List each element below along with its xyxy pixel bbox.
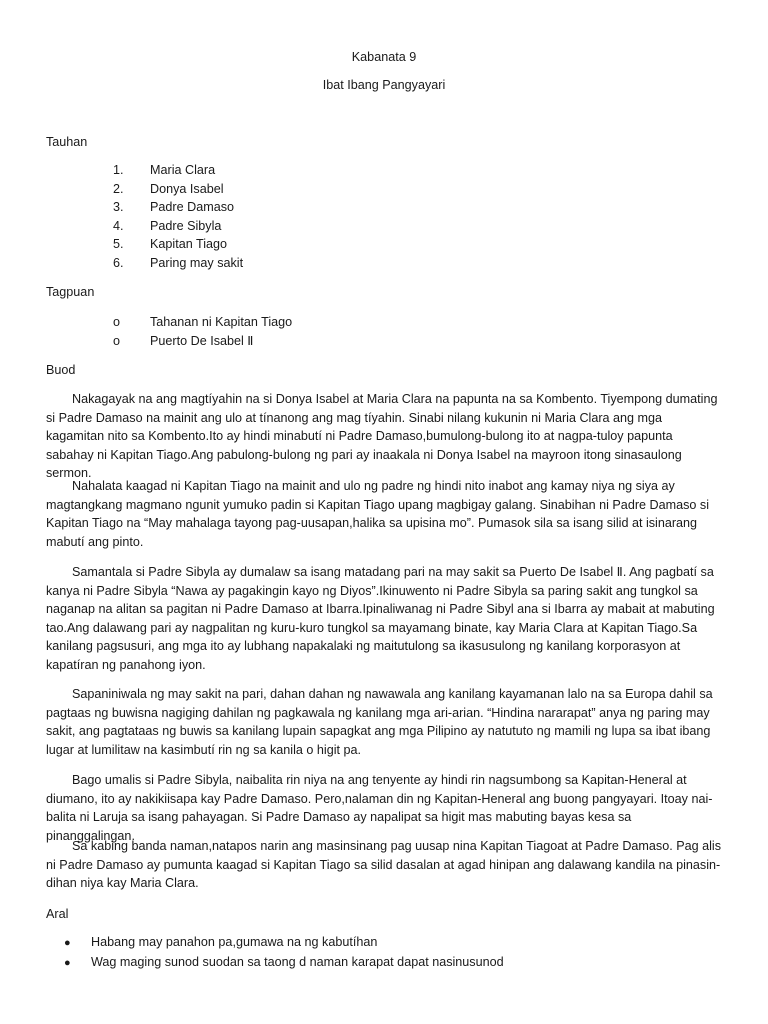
- buod-paragraph: Bago umalis si Padre Sibyla, naibalita rin niya na ang tenyente ay hindi rin nagsumbong sa Kapitan-Heneral at diumano, ito ay nakikiisapa kay Padre Damaso. Pero,nalaman din ng Kapitan-Heneral ang buong pangyayari. Itoay nai-balita ni Laruja sa isang pahayagan. Si Padre Damaso ay napalipat sa higit mas mabuting bayas kesa sa pinanggalingan.: [46, 773, 713, 843]
- list-text: Donya Isabel: [150, 181, 224, 196]
- tagpuan-list-item: [113, 314, 292, 330]
- list-text: Padre Sibyla: [150, 218, 222, 233]
- aral-list-item: [64, 934, 377, 951]
- list-text: Wag maging sunod suodan sa taong d naman karapat dapat nasinusunod: [91, 955, 504, 969]
- list-number: 4.: [113, 218, 124, 233]
- tauhan-list-item: [113, 199, 234, 215]
- buod-paragraph: Samantala si Padre Sibyla ay dumalaw sa isang matadang pari na may sakit sa Puerto De Isabel Ⅱ. Ang pagbatí sa kanya ni Padre Sibyla “Nawa ay pagakingin kayo ng Diyos”.Ikinuwento ni Padre Sibyla sa paring sakit ang tungkol sa naganap na alitan sa pagitan ni Padre Damaso at Ibarra.Ipinaliwanag ni Padre Sibyl ana si Ibarra ay mabait at mabuting tao.Ang dalawang pari ay nagpalitan ng kuru-kuro tungkol sa mayamang binate, kay Maria Clara at Kapitan Tiago.Sa kanilang pagsusuri, ang mga ito ay lubhang napakalaki ng maitutulong sa ikasusulong ng kanilang korporasyon at kapatíran ng panahong iyon.: [46, 565, 715, 672]
- buod-paragraph: Sa kabing banda naman,natapos narin ang masinsinang pag uusap nina Kapitan Tiagoat at Padre Damaso. Pag alis ni Padre Damaso ay pumunta kaagad si Kapitan Tiago sa silid dasalan at agad hinipan ang dalawang kandila na pinasin-dihan niya kay Maria Clara.: [46, 839, 722, 891]
- list-number: 1.: [113, 163, 124, 177]
- tagpuan-heading: Tagpuan: [46, 285, 95, 299]
- list-text: Tahanan ni Kapitan Tiago: [150, 315, 293, 329]
- tagpuan-list-item: [113, 333, 254, 349]
- list-text: Puerto De Isabel Ⅱ: [150, 333, 254, 348]
- chapter-title: Ibat Ibang Pangyayari: [322, 78, 446, 92]
- list-text: Paring may sakit: [150, 256, 244, 270]
- list-number: 5.: [113, 237, 124, 252]
- buod-paragraph: Nakagayak na ang magtíyahin na si Donya Isabel at Maria Clara na papunta na sa Kombento. Tiyempong dumating si Padre Damaso na mainit ang ulo at tínanong ang mag tíyahin. Sinabi nilang kukunin ni Maria Clara ang mga kagamitan nito sa Kombento.Ito ay hindi minabutí ni Padre Damaso,bumulong-bulong ito at nagpa-tuloy papunta sabahay ni Kapitan Tiago.Ang pabulong-bulong ng pari ay inaakala ni Donya Isabel na mayroon itong sinasaulong sermon.: [46, 392, 718, 481]
- aral-list-item: [64, 954, 504, 971]
- list-number: 6.: [113, 256, 124, 270]
- circle-bullet-icon: o: [113, 333, 121, 348]
- tauhan-list-item: [113, 218, 221, 234]
- list-text: Maria Clara: [150, 163, 216, 177]
- bullet-icon: ●: [64, 957, 71, 969]
- tauhan-list-item: [113, 255, 243, 271]
- circle-bullet-icon: o: [113, 315, 121, 329]
- buod-paragraph: Sapaniniwala ng may sakit na pari, dahan dahan ng nawawala ang kanilang kayamanan lalo na sa Europa dahil sa pagtaas ng buwisna nagiging dahilan ng pagkawala ng kanilang mga ari-arian. “Hindina nararapat” anya ng paring may sakit, ang pagtataas ng buwis sa kanilang lupain sapagkat ang mga Pilipino ay natututo ng mamili ng lupa sa ibat ibang lugar at lumilitaw na kasimbutí rin ng sa kanila o higit pa.: [46, 687, 713, 757]
- tauhan-list-item: [113, 236, 227, 252]
- buod-heading: Buod: [46, 363, 76, 377]
- chapter-number: Kabanata 9: [351, 50, 417, 64]
- list-text: Habang may panahon pa,gumawa na ng kabutíhan: [91, 935, 378, 949]
- tauhan-list-item: [113, 181, 224, 197]
- aral-heading: Aral: [46, 907, 69, 921]
- list-number: 3.: [113, 200, 124, 215]
- buod-paragraph: Nahalata kaagad ni Kapitan Tiago na mainit and ulo ng padre ng hindi nito inabot ang kamay niya ng siya ay magtangkang magmano ngunit yumuko padin si Kapitan Tiago upang magbigay galang. Sinabihan ni Padre Damaso si Kapitan Tiago na “May mahalaga tayong pag-uusapan,halika sa upisina mo”. Pumasok sila sa isang silid at isinarang mabutí ang pinto.: [46, 479, 710, 549]
- list-text: Kapitan Tiago: [150, 237, 228, 252]
- bullet-icon: ●: [64, 937, 71, 949]
- tauhan-list-item: [113, 162, 215, 178]
- tauhan-heading: Tauhan: [46, 135, 88, 149]
- list-number: 2.: [113, 181, 124, 196]
- list-text: Padre Damaso: [150, 200, 234, 215]
